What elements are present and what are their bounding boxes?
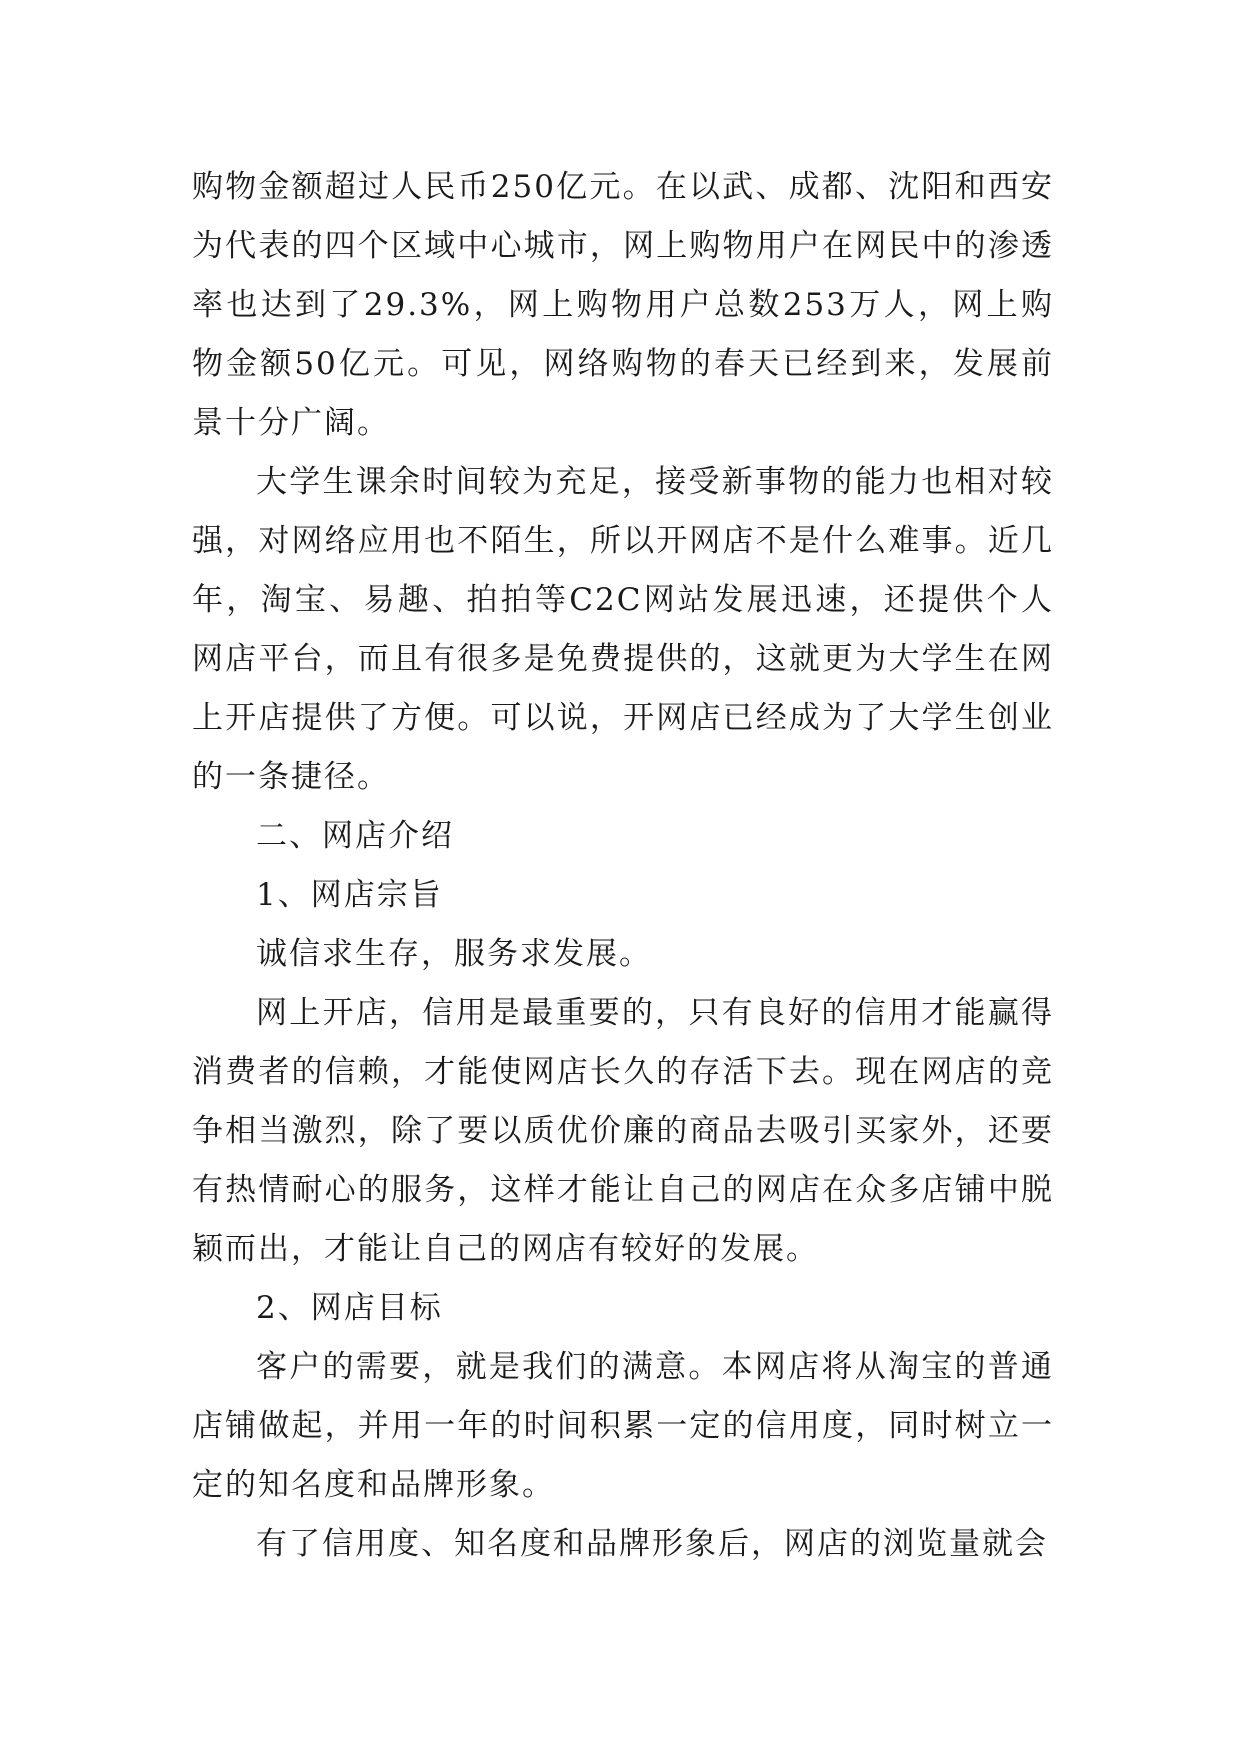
- paragraph-continued: 有了信用度、知名度和品牌形象后，网店的浏览量就会: [256, 1526, 1048, 1562]
- paragraph-goal: 客户的需要，就是我们的满意。本网店将从淘宝的普通店铺做起，并用一年的时间积累一定的信用度，同时树立一定的知名度和品牌形象。: [192, 1349, 1054, 1503]
- paragraph-motto: 诚信求生存，服务求发展。: [256, 936, 652, 972]
- paragraph-credit: 网上开店，信用是最重要的，只有良好的信用才能赢得消费者的信赖，才能使网店长久的存活下去。现在网店的竞争相当激烈，除了要以质优价廉的商品去吸引买家外，还要有热情耐心的服务，这样才能让自己的网店在众多店铺中脱颖而出，才能让自己的网店有较好的发展。: [192, 995, 1054, 1267]
- subheading-shop-goal: 2、网店目标: [256, 1290, 443, 1326]
- section-heading-shop-intro: 二、网店介绍: [256, 818, 454, 854]
- paragraph-students: 大学生课余时间较为充足，接受新事物的能力也相对较强，对网络应用也不陌生，所以开网店不是什么难事。近几年，淘宝、易趣、拍拍等C2C网站发展迅速，还提供个人网店平台，而且有很多是免费提供的，这就更为大学生在网上开店提供了方便。可以说，开网店已经成为了大学生创业的一条捷径。: [192, 464, 1054, 795]
- paragraph-market-data: 购物金额超过人民币250亿元。在以武、成都、沈阳和西安为代表的四个区域中心城市，网上购物用户在网民中的渗透率也达到了29.3%，网上购物用户总数253万人，网上购物金额50亿元。可见，网络购物的春天已经到来，发展前景十分广阔。: [192, 169, 1054, 441]
- subheading-shop-purpose: 1、网店宗旨: [256, 877, 443, 913]
- document-body: [192, 158, 1054, 1574]
